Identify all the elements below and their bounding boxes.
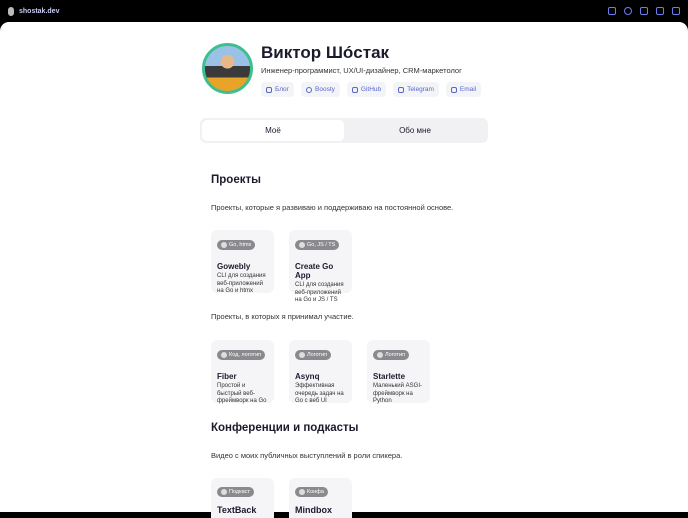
link-blog[interactable] — [261, 82, 294, 97]
site-link[interactable]: shostak.dev — [19, 7, 60, 15]
project-card[interactable] — [367, 340, 430, 403]
link-github[interactable] — [347, 82, 386, 97]
blog-icon[interactable] — [608, 7, 616, 15]
projects-title: Проекты — [211, 174, 261, 186]
card-title: Create Go App — [295, 262, 334, 280]
card-title: Gowebly — [217, 262, 251, 271]
tab-about[interactable]: Обо мне — [399, 126, 431, 135]
code-icon — [299, 242, 305, 248]
link-label: Telegram — [407, 86, 434, 93]
logo-icon — [8, 7, 14, 16]
project-tag: Go, JS / TS — [295, 240, 339, 250]
card-title: Asynq — [295, 372, 320, 381]
github-icon — [352, 87, 358, 93]
circle-icon — [299, 352, 305, 358]
talk-tag: Подкаст — [217, 487, 254, 497]
card-desc: Простой и быстрый веб-фреймворк на Go — [217, 383, 267, 404]
project-card[interactable] — [211, 230, 274, 293]
card-desc: CLI для создания веб-приложений на Go и JS / TS — [295, 282, 344, 303]
projects-intro: Проекты, которые я развиваю и поддерживаю на постоянной основе. — [211, 203, 454, 212]
link-label: Email — [459, 86, 477, 93]
link-label: Boosty — [315, 86, 335, 93]
card-title: Starlette — [373, 372, 406, 381]
link-email[interactable] — [446, 82, 481, 97]
email-icon — [451, 87, 457, 93]
telegram-icon[interactable] — [656, 7, 664, 15]
circle-icon — [377, 352, 383, 358]
card-desc: Маленький ASGI-фреймворк на Python — [373, 383, 423, 404]
play-icon — [299, 489, 305, 495]
telegram-icon — [398, 87, 404, 93]
link-label: GitHub — [360, 86, 382, 93]
participated-intro: Проекты, в которых я принимал участие. — [211, 312, 354, 321]
tabs — [200, 118, 488, 143]
play-icon — [221, 489, 227, 495]
link-telegram[interactable] — [393, 82, 439, 97]
top-bar — [0, 0, 688, 22]
profile-subtitle: Инженер-программист, UX/UI-дизайнер, CRM-маркетолог — [261, 66, 462, 75]
tab-mine[interactable]: Моё — [202, 120, 344, 141]
boosty-icon[interactable] — [624, 7, 632, 15]
project-card[interactable] — [211, 340, 274, 403]
blog-icon — [266, 87, 272, 93]
circle-icon — [221, 352, 227, 358]
card-desc: Эффективная очередь задач на Go с веб UI — [295, 383, 344, 404]
github-icon[interactable] — [640, 7, 648, 15]
card-title: TextBack — [217, 505, 257, 515]
project-card[interactable] — [289, 340, 352, 403]
talks-title: Конференции и подкасты — [211, 422, 359, 434]
talk-card[interactable] — [289, 478, 352, 518]
project-card[interactable] — [289, 230, 352, 303]
project-tag: Код, логотип — [217, 350, 265, 360]
link-label: Блог — [275, 86, 290, 93]
card-title: Fiber — [217, 372, 237, 381]
boosty-icon — [306, 87, 312, 93]
code-icon — [221, 242, 227, 248]
avatar — [202, 43, 253, 94]
email-icon[interactable] — [672, 7, 680, 15]
project-tag: Логотип — [373, 350, 409, 360]
project-tag: Логотип — [295, 350, 331, 360]
main-page — [0, 22, 688, 515]
card-desc: CLI для создания веб-приложений на Go и htmx — [217, 273, 266, 294]
link-boosty[interactable] — [301, 82, 340, 97]
talks-intro: Видео с моих публичных выступлений в роли спикера. — [211, 451, 403, 460]
card-title: Mindbox — [295, 505, 332, 515]
talk-card[interactable] — [211, 478, 274, 518]
project-tag: Go, htmx — [217, 240, 255, 250]
profile-name: Виктор Шóстак — [261, 43, 390, 62]
talk-tag: Конфа — [295, 487, 328, 497]
